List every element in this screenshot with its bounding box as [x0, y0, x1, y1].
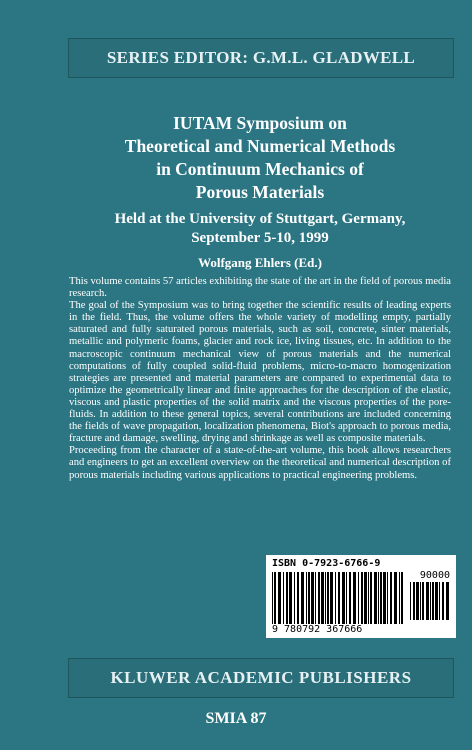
price-bars	[410, 582, 450, 620]
series-editor-band	[68, 38, 454, 78]
ean-bars	[272, 572, 406, 624]
title-line: Porous Materials	[195, 182, 325, 202]
description-paragraph: The goal of the Symposium was to bring together the scientific results of leading experts in the field. Thus, the volume offers the whole variety of modelling empty, partially saturated and fully saturated porous materials, such as soil, concrete, sinter materials, metallic and polymeric foams, glacier and rock ice, living tissues, etc. In addition to the macroscopic continuum mechanical view of porous materials and the numerical computations of fully coupled solid-fluid problems, micro-to-macro homogenization strategies are presented and material parameters are compared to experimental data to optimize the geometrically linear and finite approaches for the description of the elastic, viscous and plastic properties of the solid matrix and the viscous properties of the pore-fluids. In addition to these general topics, several contributions are included concerning the fields of wave propagation, localization phenomena, Biot's approach to porous media, fracture and damage, swelling, drying and shrinkage as well as composite materials.	[69, 300, 451, 445]
volume-editor: Wolfgang Ehlers (Ed.)	[198, 255, 322, 270]
barcode	[266, 555, 456, 638]
series-editor-text: SERIES EDITOR: G.M.L. GLADWELL	[106, 48, 416, 67]
publisher-band	[68, 658, 454, 698]
venue-line: September 5-10, 1999	[191, 230, 329, 246]
ean-number: 9 780792 367666	[272, 624, 363, 635]
title-line: in Continuum Mechanics of	[156, 159, 364, 179]
book-title	[90, 112, 430, 204]
publisher-name: KLUWER ACADEMIC PUBLISHERS	[110, 668, 412, 687]
title-line: Theoretical and Numerical Methods	[124, 136, 396, 156]
description-text	[69, 276, 451, 482]
venue	[90, 210, 430, 248]
description-paragraph: This volume contains 57 articles exhibiting the state of the art in the field of porous media research.	[69, 276, 451, 300]
isbn-number: ISBN 0-7923-6766-9	[272, 558, 381, 569]
venue-line: Held at the University of Stuttgart, Germany,	[114, 211, 406, 227]
description-paragraph: Proceeding from the character of a state-of-the-art volume, this book allows researchers and engineers to get an excellent overview on the theoretical and numerical description of porous materials including various applications to practical engineering problems.	[69, 445, 451, 481]
title-line: IUTAM Symposium on	[173, 113, 347, 133]
series-number: SMIA 87	[205, 710, 267, 727]
price-code: 90000	[419, 570, 450, 581]
